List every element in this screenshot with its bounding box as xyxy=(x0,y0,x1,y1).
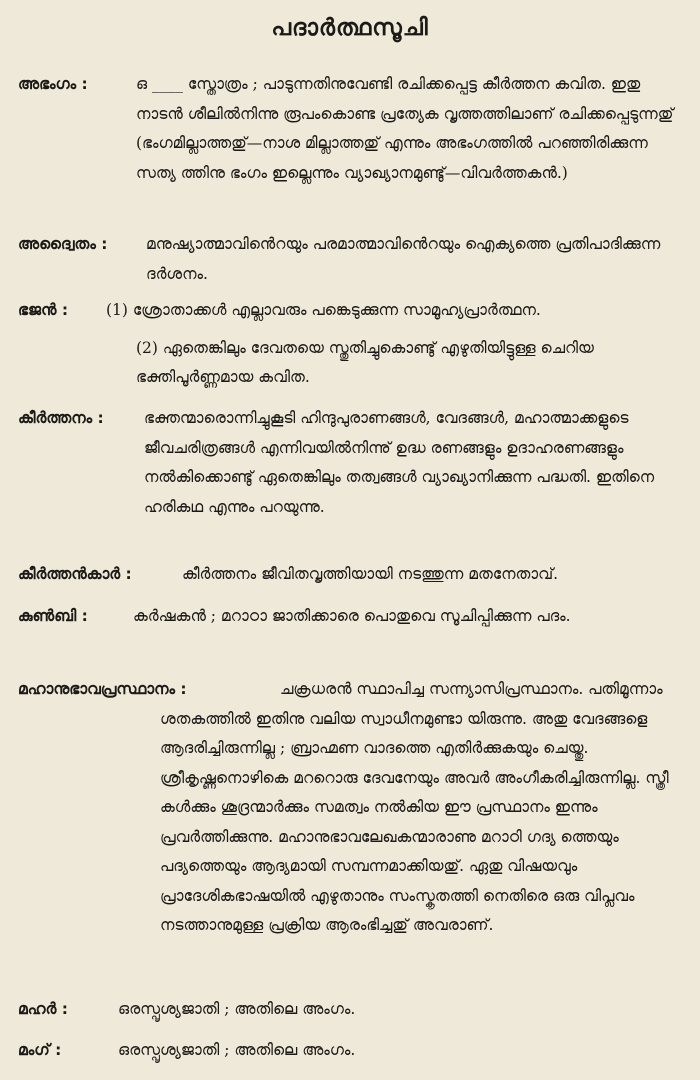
page-title: പദാർത്ഥസൂചി xyxy=(271,14,429,41)
entry-term: മഹർ : xyxy=(18,1000,68,1018)
entry-definition: ഒരസ്പൃശ്യജാതി ; അതിലെ അംഗം. xyxy=(118,1000,356,1018)
entry-keerthanam xyxy=(18,404,690,522)
entry-definition: ഒരസ്പൃശ്യജാതി ; അതിലെ അംഗം. xyxy=(118,1041,356,1059)
entry-definition-item-2: (2) ഏതെങ്കിലും ദേവതയെ സ്തുതിച്ചുകൊണ്ടു് എഴുതിയിട്ടുള്ള ചെറിയ ഭക്തിപൂർണ്ണമായ കവിത. xyxy=(136,338,594,386)
entry-definition: കീർത്തനം ജീവിതവൃത്തിയായി നടത്തുന്ന മതനേതാവ്. xyxy=(182,565,559,583)
entry-term: മംഗ് : xyxy=(18,1041,62,1059)
entry-term: കുൺബി : xyxy=(18,607,88,625)
entry-advaitham xyxy=(18,230,690,289)
entry-definition: ചക്രധരൻ സ്ഥാപിച്ച സന്ന്യാസിപ്രസ്ഥാനം. പതിമൂന്നാം ശതകത്തിൽ ഇതിനു വലിയ സ്വാധീനമുണ്ടാ യിരുന്നു. അതു വേദങ്ങളെ ആദരിച്ചിരുന്നില്ല ; ബ്രാഹ്മണ വാദത്തെ എതിർക്കുകയും ചെയ്തു. ശ്രീകൃഷ്ണനൊഴികെ മററൊരു ദേവനേയും അവർ അംഗീകരിച്ചിരുന്നില്ല. സ്ത്രീ കൾക്കും ശൂദ്രന്മാർക്കും സമത്വം നൽകിയ ഈ പ്രസ്ഥാനം ഇന്നും പ്രവർത്തിക്കുന്നു. മഹാനുഭാവലേഖകന്മാരാണു മറാഠി ഗദ്യ ത്തെയും പദ്യത്തെയും ആദ്യമായി സമ്പന്നമാക്കിയതു്. ഏതു വിഷയവും പ്രാദേശികഭാഷയിൽ എഴുതാനും സംസ്കൃതത്തി നെതിരെ ഒരു വിപ്ലവം നടത്താനുമുള്ള പ്രക്രിയ ആരംഭിച്ചതു് അവരാണ്. xyxy=(160,680,669,934)
entry-kunbi xyxy=(18,602,690,632)
entry-term: കീർത്തനം : xyxy=(18,409,104,427)
entry-mahanubhava xyxy=(18,675,690,941)
entry-definition: കർഷകൻ ; മറാഠാ ജാതിക്കാരെ പൊതുവെ സൂചിപ്പിക്കുന്ന പദം. xyxy=(133,607,571,625)
entry-definition: ഒ ____ സ്തോത്രം ; പാടുന്നതിനുവേണ്ടി രചിക്കപ്പെട്ട കീർത്തന കവിത. ഇതു നാടൻ ശീലിൽനിന്നു രൂപംകൊണ്ട പ്രത്യേക വൃത്തത്തിലാണ് രചിക്കപ്പെടുന്നതു് (ഭംഗമില്ലാത്തതു്—നാശ മില്ലാത്തതു് എന്നും അഭംഗത്തിൽ പറഞ്ഞിരിക്കുന്ന സത്യ ത്തിനു ഭംഗം ഇല്ലെന്നും വ്യാഖ്യാനമുണ്ടു്—വിവർത്തകൻ.) xyxy=(136,75,674,182)
entry-keerthankar xyxy=(18,560,690,590)
entry-term: കീർത്തൻകാർ : xyxy=(18,565,132,583)
entry-definition: ഭക്തന്മാരൊന്നിച്ചുകൂടി ഹിന്ദുപുരാണങ്ങൾ, വേദങ്ങൾ, മഹാത്മാക്കളുടെ ജീവചരിത്രങ്ങൾ എന്നിവയിൽനിന്നു് ഉദ്ധ രണങ്ങളും ഉദാഹരണങ്ങളും നൽകിക്കൊണ്ടു് ഏതെങ്കിലും തത്വങ്ങൾ വ്യാഖ്യാനിക്കുന്ന പദ്ധതി. ഇതിനെ ഹരികഥ എന്നും പറയുന്നു. xyxy=(144,409,655,516)
entry-definition-item-1: (1) ശ്രോതാക്കൾ എല്ലാവരും പങ്കെടുക്കുന്ന സാമൂഹ്യപ്രാർത്ഥന. xyxy=(106,301,541,319)
entry-term: അദ്വൈതം : xyxy=(18,235,108,253)
entry-abhangam xyxy=(18,70,690,188)
entry-term: അഭംഗം : xyxy=(18,75,88,93)
entry-mang xyxy=(18,1036,690,1066)
entry-definition: മനുഷ്യാത്മാവിൻെറയും പരമാത്മാവിൻെറയും ഐക്യത്തെ പ്രതിപാദിക്കുന്ന ദർശനം. xyxy=(146,235,661,283)
entry-mahar xyxy=(18,995,690,1025)
entry-term: ഭജൻ : xyxy=(18,301,69,319)
entry-term: മഹാനുഭാവപ്രസ്ഥാനം : xyxy=(18,680,187,698)
entry-bhajan xyxy=(18,296,690,393)
